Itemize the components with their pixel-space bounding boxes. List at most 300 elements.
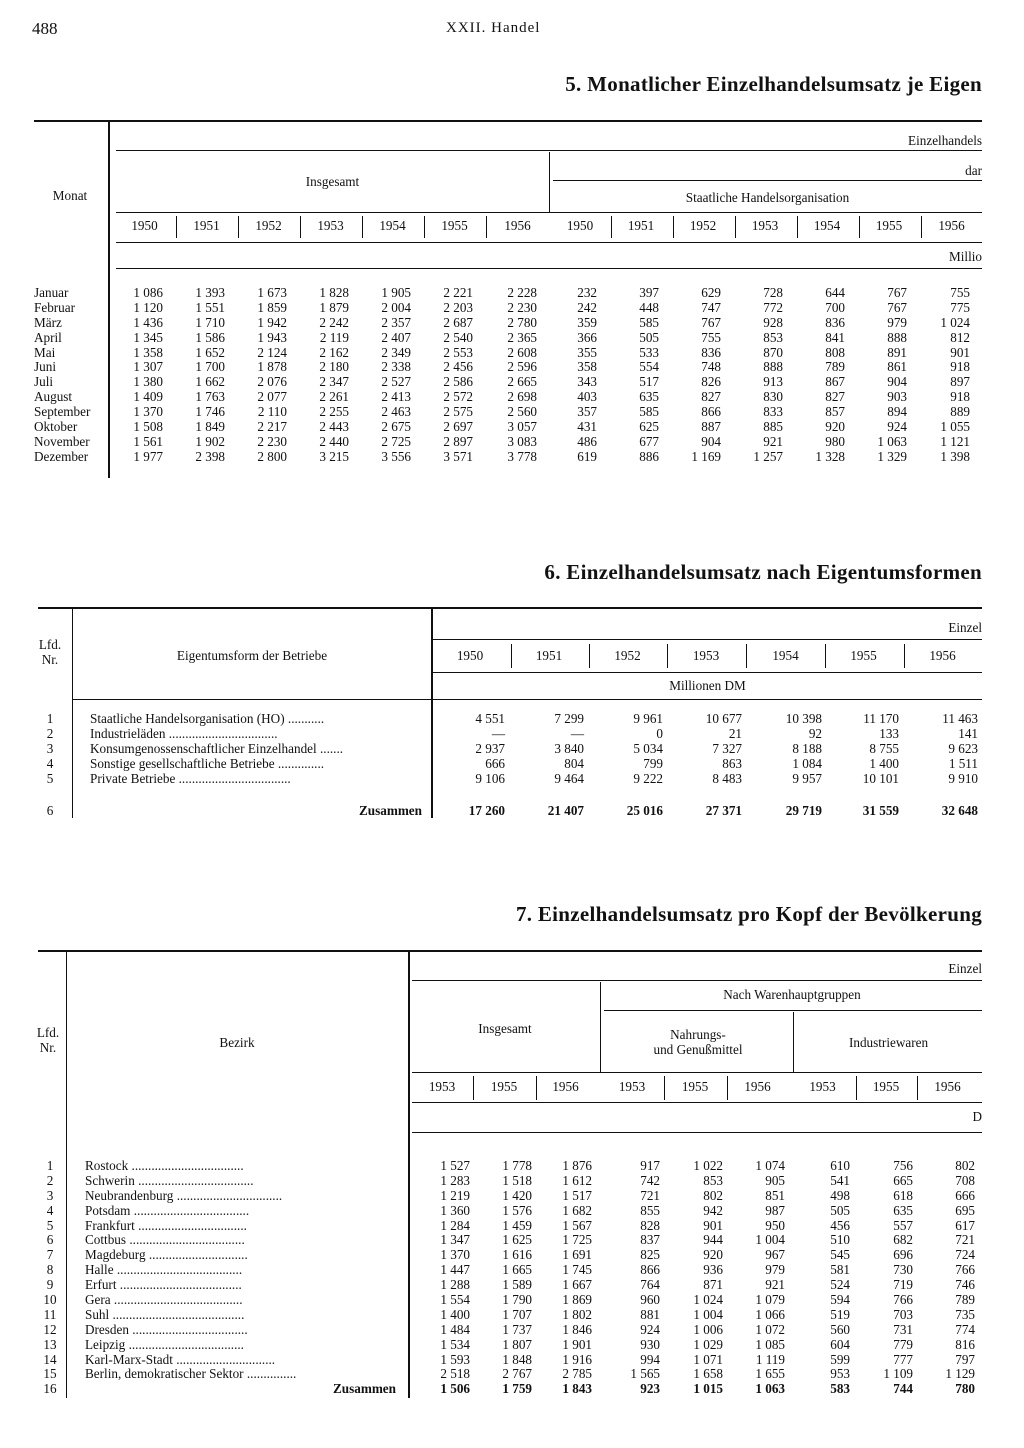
table-cell: 747 [701, 299, 721, 315]
year-header-cell: 1953 [317, 218, 344, 233]
year-header-cell: 1954 [813, 218, 841, 233]
table-cell: 921 [765, 1277, 785, 1293]
row-label-text: Berlin, demokratischer Sektor [85, 1367, 244, 1382]
table-cell: 767 [701, 314, 721, 330]
table-cell: 774 [955, 1321, 975, 1337]
table-cell: 766 [893, 1292, 913, 1308]
table-cell: 554 [639, 359, 659, 375]
table-cell: 833 [763, 404, 783, 420]
row-number: 4 [46, 755, 54, 771]
leader-dots: .............................. [145, 1248, 248, 1263]
table-cell: 510 [830, 1232, 850, 1248]
table-cell: 3 840 [554, 740, 584, 756]
table6-value-column [828, 712, 899, 786]
table-cell: 1 119 [755, 1351, 785, 1367]
row-label [85, 1263, 405, 1278]
table-cell: 812 [950, 329, 970, 345]
table6-value-column [670, 712, 742, 786]
table-cell: 797 [955, 1351, 975, 1367]
table-cell: 1 024 [940, 314, 970, 330]
table-cell: 2 357 [381, 314, 411, 330]
table-cell: 2 261 [319, 389, 349, 405]
table-cell: 719 [893, 1277, 913, 1293]
year-header-cell: 1951 [627, 218, 655, 233]
table-cell: 1 420 [502, 1187, 532, 1203]
table-cell: 2 365 [507, 329, 537, 345]
row-label [85, 1174, 405, 1189]
total-cell: 1 759 [502, 1381, 532, 1396]
table-cell: 827 [701, 389, 721, 405]
table-cell: 232 [577, 285, 597, 300]
table6-top-label: Einzel [948, 620, 982, 635]
row-label [90, 727, 428, 742]
table-cell: 1 737 [502, 1321, 532, 1337]
month-label: Dezember [34, 448, 89, 464]
table-cell: 11 463 [942, 711, 978, 726]
row-number: 14 [43, 1351, 57, 1367]
table-cell: 746 [955, 1277, 975, 1293]
year-header-cell: 1953 [618, 1079, 646, 1094]
table-cell: 2 230 [507, 299, 537, 315]
table-cell: 979 [887, 314, 907, 330]
table-cell: 756 [893, 1158, 913, 1173]
table-cell: 853 [763, 329, 783, 345]
table7-unit-label: D [972, 1109, 982, 1124]
total-cell: 1 506 [440, 1381, 470, 1396]
table6-value-column [435, 712, 505, 786]
table-cell: 1 745 [562, 1262, 592, 1278]
table5-group-ho: Staatliche Handelsorganisation [685, 190, 850, 205]
table-cell: 836 [825, 314, 845, 330]
row-number: 6 [46, 1232, 54, 1248]
table-cell: 644 [825, 285, 845, 300]
table-cell: 2 697 [443, 419, 473, 435]
table-cell: 2 608 [507, 344, 537, 360]
table-cell: 2 586 [443, 374, 473, 390]
table-cell: 960 [640, 1292, 660, 1308]
table-cell: 92 [808, 725, 822, 741]
table-cell: 1 589 [502, 1277, 532, 1293]
table-cell: 1 905 [381, 285, 411, 300]
table-cell: 886 [639, 448, 659, 464]
table5-value-column [240, 286, 287, 465]
table7-value-column [667, 1159, 723, 1382]
table-cell: 1 878 [257, 359, 287, 375]
table-cell: 505 [639, 329, 659, 345]
table-cell: 5 034 [633, 740, 663, 756]
table-cell: 1 828 [319, 285, 349, 300]
table-cell: 519 [830, 1306, 850, 1322]
table-cell: 498 [830, 1187, 850, 1203]
table-cell: 1 554 [440, 1292, 470, 1308]
table-cell: 1 673 [257, 285, 287, 300]
table-cell: 775 [950, 299, 970, 315]
table6-stub-label: Eigentumsform der Betriebe [176, 648, 328, 663]
year-header-cell: 1956 [552, 1079, 579, 1094]
row-number: 4 [46, 1202, 54, 1218]
table-cell: 677 [639, 433, 659, 449]
table-cell: 918 [950, 359, 970, 375]
row-number: 3 [46, 1187, 54, 1203]
row-label-text: Leipzig [85, 1337, 126, 1352]
table-cell: 731 [893, 1321, 913, 1337]
table-cell: 944 [703, 1232, 723, 1248]
table-cell: 808 [825, 344, 845, 360]
table-cell: 1 807 [502, 1336, 532, 1352]
table-cell: 930 [640, 1336, 660, 1352]
table-cell: 2 255 [319, 404, 349, 420]
total-cell: 31 559 [862, 803, 899, 818]
table-cell: 696 [893, 1247, 913, 1263]
year-header-cell: 1955 [441, 218, 468, 233]
table-cell: 355 [577, 344, 597, 360]
row-label [85, 1189, 405, 1204]
row-label-text: Dresden [85, 1322, 129, 1337]
table-cell: 802 [955, 1158, 975, 1173]
table-cell: 836 [701, 344, 721, 360]
table-cell: 830 [763, 389, 783, 405]
table-cell: 804 [564, 755, 584, 771]
table-cell: 755 [701, 329, 721, 345]
table7-group-industrie: Industriewaren [848, 1035, 929, 1050]
table5-value-column [364, 286, 411, 465]
table-cell: 1 848 [502, 1351, 532, 1367]
leader-dots: ................................ [173, 1188, 283, 1203]
leader-dots: ................................... [128, 1322, 248, 1337]
table-cell: 1 074 [755, 1158, 785, 1173]
table-cell: 560 [830, 1321, 850, 1337]
row-label [85, 1159, 405, 1174]
table7-top-label: Einzel [948, 961, 982, 976]
table6-number-column [30, 712, 70, 786]
table-cell: 695 [955, 1202, 975, 1218]
table-cell: 9 910 [948, 770, 978, 786]
table-cell: 1 288 [440, 1277, 470, 1293]
total-cell: 923 [640, 1381, 660, 1396]
table-cell: 2 203 [443, 299, 473, 315]
table-cell: 1 700 [195, 359, 225, 375]
row-number: 10 [43, 1292, 57, 1308]
table-cell: 3 215 [319, 448, 349, 464]
month-label: März [34, 314, 62, 330]
table5-value-column [302, 286, 349, 465]
year-header-cell: 1956 [934, 1079, 961, 1094]
year-header-cell: 1953 [692, 648, 720, 663]
table-cell: 1 347 [440, 1232, 470, 1248]
table-cell: — [570, 725, 584, 741]
table-cell: 1 169 [691, 448, 721, 464]
row-label [90, 757, 428, 772]
table-cell: 366 [577, 329, 597, 345]
table-cell: 1 029 [693, 1336, 723, 1352]
table-cell: 1 345 [133, 329, 163, 345]
table-cell: 871 [703, 1277, 723, 1293]
table-cell: 1 459 [502, 1217, 532, 1233]
table-cell: 863 [722, 755, 742, 771]
table-cell: 2 687 [443, 314, 473, 330]
total-cell: 27 371 [705, 803, 742, 818]
table-cell: 887 [701, 419, 721, 435]
table-cell: 853 [703, 1172, 723, 1188]
table6-value-column [907, 712, 978, 786]
table-cell: 2 518 [440, 1366, 470, 1382]
table-cell: 3 571 [443, 448, 473, 464]
table-cell: 1 586 [195, 329, 225, 345]
table7-value-column [539, 1159, 592, 1382]
table-cell: 1 079 [755, 1292, 785, 1308]
table-cell: 779 [893, 1336, 913, 1352]
row-label [85, 1204, 405, 1219]
leader-dots: ................................... [126, 1233, 245, 1248]
row-label [90, 742, 428, 757]
table-cell: 619 [577, 448, 597, 464]
row-label-text: Cottbus [85, 1233, 127, 1248]
table7-group-nahrung: Nahrungs- und Genußmittel [653, 1027, 743, 1057]
table-cell: 3 778 [507, 448, 537, 464]
table7-value-column [604, 1159, 660, 1382]
row-number: 7 [46, 1247, 54, 1263]
table5-title: 5. Monatlicher Einzelhandelsumsatz je Eigen [565, 72, 982, 96]
table-cell: 1 307 [133, 359, 163, 375]
table-cell: 980 [825, 433, 845, 449]
table-cell: 1 393 [195, 285, 225, 300]
row-label-text: Neubrandenburg [85, 1188, 174, 1203]
table6-title: 6. Einzelhandelsumsatz nach Eigentumsformen [544, 560, 982, 584]
table-cell: 700 [825, 299, 845, 315]
table-cell: 1 284 [440, 1217, 470, 1233]
table-cell: 359 [577, 314, 597, 330]
table-cell: 2 575 [443, 404, 473, 420]
table-cell: 802 [703, 1187, 723, 1203]
year-header-cell: 1951 [193, 218, 220, 233]
table-cell: 629 [701, 285, 721, 300]
row-label [85, 1248, 405, 1263]
total-label: Zusammen [332, 1381, 396, 1396]
table5-top-rule [34, 120, 982, 122]
total-number: 16 [43, 1381, 57, 1396]
table-cell: 2 456 [443, 359, 473, 375]
chapter-heading: XXII. Handel [446, 20, 541, 36]
table5-value-column [116, 286, 163, 465]
table6-value-column [749, 712, 822, 786]
row-label-text: Halle [85, 1263, 114, 1278]
table-cell: 1 625 [502, 1232, 532, 1248]
row-label [90, 712, 428, 727]
table-cell: 2 004 [381, 299, 411, 315]
table-cell: 3 057 [507, 419, 537, 435]
table-cell: 2 725 [381, 433, 411, 449]
total-cell: 583 [830, 1381, 850, 1396]
row-label-text: Karl-Marx-Stadt [85, 1352, 173, 1367]
table5-top-label: Einzelhandels [908, 133, 982, 148]
month-label: Mai [34, 344, 56, 360]
table-cell: 242 [577, 299, 597, 315]
table-cell: 0 [656, 725, 663, 741]
table-cell: 866 [701, 404, 721, 420]
table-cell: 665 [893, 1172, 913, 1188]
table5-value-column [613, 286, 659, 465]
table-cell: 742 [640, 1172, 660, 1188]
table6-label-column [90, 712, 428, 786]
row-label-text: Industrieläden [90, 726, 166, 741]
table-cell: 2 897 [443, 433, 473, 449]
month-label: Oktober [34, 419, 78, 435]
year-header-cell: 1950 [131, 218, 158, 233]
year-header-cell: 1955 [490, 1079, 518, 1094]
table-cell: 1 511 [948, 755, 978, 771]
table-cell: 1 725 [562, 1232, 592, 1248]
table-cell: 904 [701, 433, 721, 449]
table-cell: 1 329 [877, 448, 907, 464]
leader-dots: ................................. [134, 1218, 247, 1233]
table-cell: 2 665 [507, 374, 537, 390]
table-cell: 861 [887, 359, 907, 375]
table-cell: 1 370 [133, 404, 163, 420]
table-cell: 1 517 [562, 1187, 592, 1203]
table-cell: 2 230 [257, 433, 287, 449]
table-cell: 2 242 [319, 314, 349, 330]
table-cell: 448 [639, 299, 659, 315]
table-cell: 1 398 [940, 448, 970, 464]
table-cell: 903 [887, 389, 907, 405]
table-cell: 777 [893, 1351, 913, 1367]
table-cell: 625 [639, 419, 659, 435]
table-cell: 1 484 [440, 1321, 470, 1337]
table-cell: 967 [765, 1247, 785, 1263]
year-header-cell: 1955 [875, 218, 903, 233]
table5-unit-label: Millio [949, 249, 982, 264]
year-header-cell: 1956 [744, 1079, 771, 1094]
table-cell: 1 129 [945, 1366, 975, 1382]
table-cell: 2 119 [319, 329, 349, 345]
row-label [85, 1233, 405, 1248]
table-cell: 2 217 [257, 419, 287, 435]
table-cell: 1 593 [440, 1351, 470, 1367]
table-cell: 1 943 [257, 329, 287, 345]
table-cell: 2 540 [443, 329, 473, 345]
table-cell: 2 076 [257, 374, 287, 390]
table-cell: 1 576 [502, 1202, 532, 1218]
table5-value-column [923, 286, 970, 465]
row-label [85, 1308, 405, 1323]
table-cell: 2 937 [475, 740, 505, 756]
table-cell: 920 [825, 419, 845, 435]
table-cell: 2 413 [381, 389, 411, 405]
total-label: Zusammen [358, 803, 422, 818]
table-cell: 2 180 [319, 359, 349, 375]
table-cell: 1 121 [940, 433, 970, 449]
table-cell: 924 [640, 1321, 660, 1337]
table-cell: 936 [703, 1262, 723, 1278]
table-cell: 901 [703, 1217, 723, 1233]
year-header-cell: 1955 [850, 648, 877, 663]
table-cell: 799 [643, 755, 663, 771]
table-cell: 1 869 [562, 1292, 592, 1308]
table-cell: 2 767 [502, 1366, 532, 1382]
table-cell: 767 [887, 299, 907, 315]
leader-dots: ................................... [125, 1337, 244, 1352]
table-cell: 666 [955, 1187, 975, 1203]
table-cell: 851 [765, 1187, 785, 1203]
table-cell: 524 [830, 1277, 850, 1293]
leader-dots: ........... [284, 712, 325, 726]
total-cell: 744 [893, 1381, 913, 1396]
table-cell: 1 066 [755, 1306, 785, 1322]
table-cell: 953 [830, 1366, 850, 1382]
table-cell: 541 [830, 1172, 850, 1188]
table7-value-column [859, 1159, 913, 1382]
table-cell: 826 [701, 374, 721, 390]
table-cell: 866 [640, 1262, 660, 1278]
table-cell: 2 349 [381, 344, 411, 360]
leader-dots: ................................... [130, 1203, 250, 1218]
row-number: 13 [43, 1336, 57, 1352]
table-cell: 2 596 [507, 359, 537, 375]
table-cell: 755 [950, 285, 970, 300]
table-cell: 1 518 [502, 1172, 532, 1188]
leader-dots: ........................................ [109, 1307, 245, 1322]
table7-lfd-label: Lfd. Nr. [36, 1025, 60, 1055]
table7-value-column [730, 1159, 785, 1382]
row-number: 2 [46, 725, 54, 741]
table-cell: 901 [950, 344, 970, 360]
table-cell: 1 616 [502, 1247, 532, 1263]
table5-value-column [675, 286, 721, 465]
table6-value-column [592, 712, 663, 786]
year-header-cell: 1950 [456, 648, 484, 663]
table-cell: 828 [640, 1217, 660, 1233]
table5-value-column [799, 286, 845, 465]
table-cell: 2 443 [319, 419, 349, 435]
table-cell: 1 846 [562, 1321, 592, 1337]
table-cell: 1 667 [562, 1277, 592, 1293]
table-cell: 881 [640, 1306, 660, 1322]
year-header-cell: 1952 [689, 218, 717, 233]
table-cell: 857 [825, 404, 845, 420]
row-number: 1 [46, 711, 54, 726]
table-cell: 1 004 [693, 1306, 723, 1322]
total-cell: 17 260 [468, 803, 505, 818]
table-cell: 1 022 [693, 1158, 723, 1173]
table-cell: 1 086 [133, 285, 163, 300]
table-cell: 343 [577, 374, 597, 390]
table-cell: 921 [763, 433, 783, 449]
table-cell: 1 380 [133, 374, 163, 390]
table5-group-insgesamt: Insgesamt [305, 174, 360, 189]
table-cell: 1 746 [195, 404, 225, 420]
table5-stub-label: Monat [52, 188, 88, 203]
row-number: 9 [46, 1277, 54, 1293]
table-cell: 8 483 [712, 770, 742, 786]
table-cell: 21 [728, 725, 742, 741]
table-cell: 9 464 [554, 770, 584, 786]
table-cell: 1 358 [133, 344, 163, 360]
table-cell: 2 338 [381, 359, 411, 375]
table-cell: 1 612 [562, 1172, 592, 1188]
year-header-cell: 1953 [428, 1079, 456, 1094]
row-label-text: Potsdam [85, 1203, 131, 1218]
row-label-text: Schwerin [85, 1173, 135, 1188]
table-cell: — [491, 725, 505, 741]
table-cell: 2 077 [257, 389, 287, 405]
table5-stub-rule [108, 122, 110, 478]
table6-value-column [514, 712, 584, 786]
table7-value-column [476, 1159, 532, 1382]
year-header-cell: 1954 [379, 218, 406, 233]
year-header-cell: 1956 [504, 218, 531, 233]
month-label: September [34, 404, 91, 420]
table-cell: 724 [955, 1247, 975, 1263]
